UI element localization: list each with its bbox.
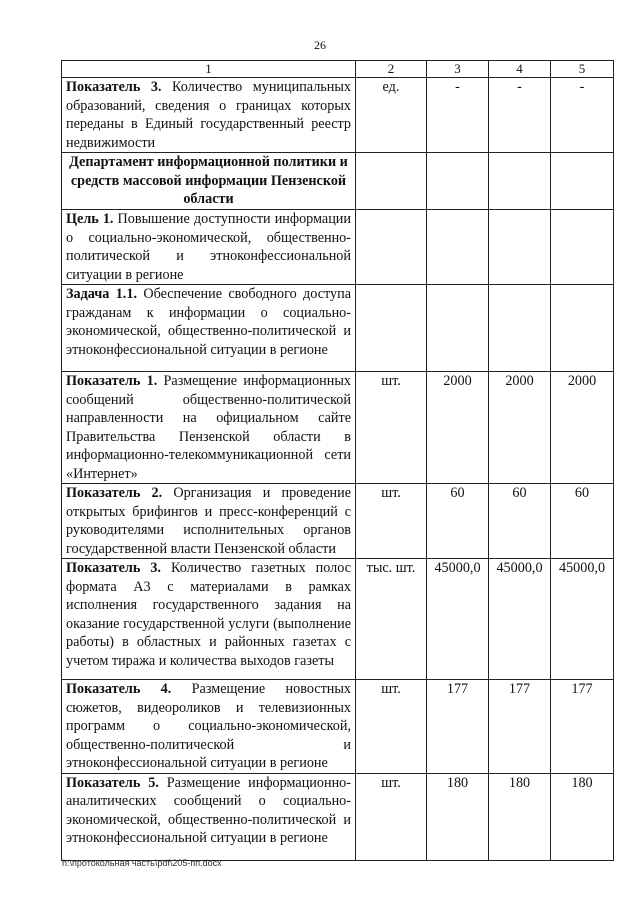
row-label xyxy=(62,559,356,680)
file-path-footer: h:\протокольная часть\pdf\205-пп.docx xyxy=(62,858,222,868)
value-cell: 180 xyxy=(427,773,489,860)
table-row xyxy=(62,484,614,559)
row-label-text: Организация и проведение открытых брифингов и пресс-конференций с руководителями исполнительных органов государственной власти Пензенской области xyxy=(66,485,351,557)
row-label-bold: Показатель 3. xyxy=(66,79,162,95)
value-cell: - xyxy=(427,78,489,153)
unit-cell: тыс. шт. xyxy=(356,559,427,680)
unit-cell: шт. xyxy=(356,372,427,484)
value-cell xyxy=(551,285,614,372)
value-cell xyxy=(427,285,489,372)
unit-cell: ед. xyxy=(356,78,427,153)
row-label xyxy=(62,773,356,860)
row-label-bold: Показатель 2. xyxy=(66,485,163,501)
row-label xyxy=(62,484,356,559)
row-label-bold: Показатель 5. xyxy=(66,774,159,791)
row-label-text: Количество газетных полос формата А3 с материалами в рамках исполнения государственного задания на оказание государственной услуги (выполнение работы) в областных и районных газетах с учетом тиража и количества выходов газеты xyxy=(66,560,351,669)
value-cell: 177 xyxy=(489,680,551,774)
value-cell xyxy=(551,210,614,285)
value-cell: 60 xyxy=(551,484,614,559)
value-cell: 177 xyxy=(551,680,614,774)
empty-cell xyxy=(551,153,614,210)
value-cell: 2000 xyxy=(427,372,489,484)
value-cell: 45000,0 xyxy=(489,559,551,680)
header-cell: 2 xyxy=(356,61,427,78)
table-row xyxy=(62,372,614,484)
unit-cell xyxy=(356,285,427,372)
table-row xyxy=(62,153,614,210)
empty-cell xyxy=(427,153,489,210)
row-label-text: Размещение информационно-аналитических сообщений о социально-экономической, общественно-политической и этноконфессиональной ситуации в регионе xyxy=(66,774,351,846)
table-row xyxy=(62,285,614,372)
value-cell: 60 xyxy=(489,484,551,559)
value-cell: - xyxy=(489,78,551,153)
value-cell xyxy=(427,210,489,285)
row-label xyxy=(62,285,356,372)
header-cell: 5 xyxy=(551,61,614,78)
row-label-bold: Показатель 1. xyxy=(66,373,158,389)
row-label xyxy=(62,210,356,285)
header-cell: 1 xyxy=(62,61,356,78)
row-label-bold: Показатель 4. xyxy=(66,681,172,697)
page-number: 26 xyxy=(314,38,326,52)
row-label-bold: Показатель 3. xyxy=(66,560,161,576)
value-cell: - xyxy=(551,78,614,153)
row-label xyxy=(62,78,356,153)
value-cell: 45000,0 xyxy=(427,559,489,680)
value-cell: 45000,0 xyxy=(551,559,614,680)
table-row xyxy=(62,559,614,680)
row-label xyxy=(62,372,356,484)
header-cell: 4 xyxy=(489,61,551,78)
table-row xyxy=(62,680,614,774)
row-label-bold: Цель 1. xyxy=(66,211,114,227)
row-label xyxy=(62,680,356,774)
value-cell xyxy=(489,210,551,285)
header-cell: 3 xyxy=(427,61,489,78)
empty-cell xyxy=(489,153,551,210)
value-cell: 60 xyxy=(427,484,489,559)
value-cell: 180 xyxy=(551,773,614,860)
table-row xyxy=(62,78,614,153)
table-row xyxy=(62,773,614,860)
empty-cell xyxy=(356,153,427,210)
row-label-bold: Задача 1.1. xyxy=(66,286,137,302)
row-label-text: Количество муниципальных образований, сведения о границах которых переданы в Единый государственный реестр недвижимости xyxy=(66,79,351,151)
unit-cell xyxy=(356,210,427,285)
row-label-text: Обеспечение свободного доступа гражданам к информации о социально-экономической, общественно-политической и этноконфессиональной ситуации в регионе xyxy=(66,286,351,358)
value-cell: 2000 xyxy=(489,372,551,484)
unit-cell: шт. xyxy=(356,773,427,860)
value-cell: 177 xyxy=(427,680,489,774)
unit-cell: шт. xyxy=(356,484,427,559)
value-cell: 180 xyxy=(489,773,551,860)
table-row xyxy=(62,210,614,285)
header-row xyxy=(62,61,614,78)
indicator-table xyxy=(61,60,614,861)
unit-cell: шт. xyxy=(356,680,427,774)
department-heading: Департамент информационной политики и средств массовой информации Пензенской области xyxy=(62,153,356,210)
value-cell xyxy=(489,285,551,372)
row-label-text: Повышение доступности информации о социально-экономической, общественно-политической и этноконфессиональной ситуации в регионе xyxy=(66,211,351,283)
row-label-text: Размещение новостных сюжетов, видеороликов и телевизионных программ о социально-экономической, общественно-политической и этноконфессиональной ситуации в регионе xyxy=(66,681,351,771)
row-label-text: Размещение информационных сообщений общественно-политической направленности на официальном сайте Правительства Пензенской области в информационно-телекоммуникационной сети «Интернет» xyxy=(66,373,351,482)
value-cell: 2000 xyxy=(551,372,614,484)
